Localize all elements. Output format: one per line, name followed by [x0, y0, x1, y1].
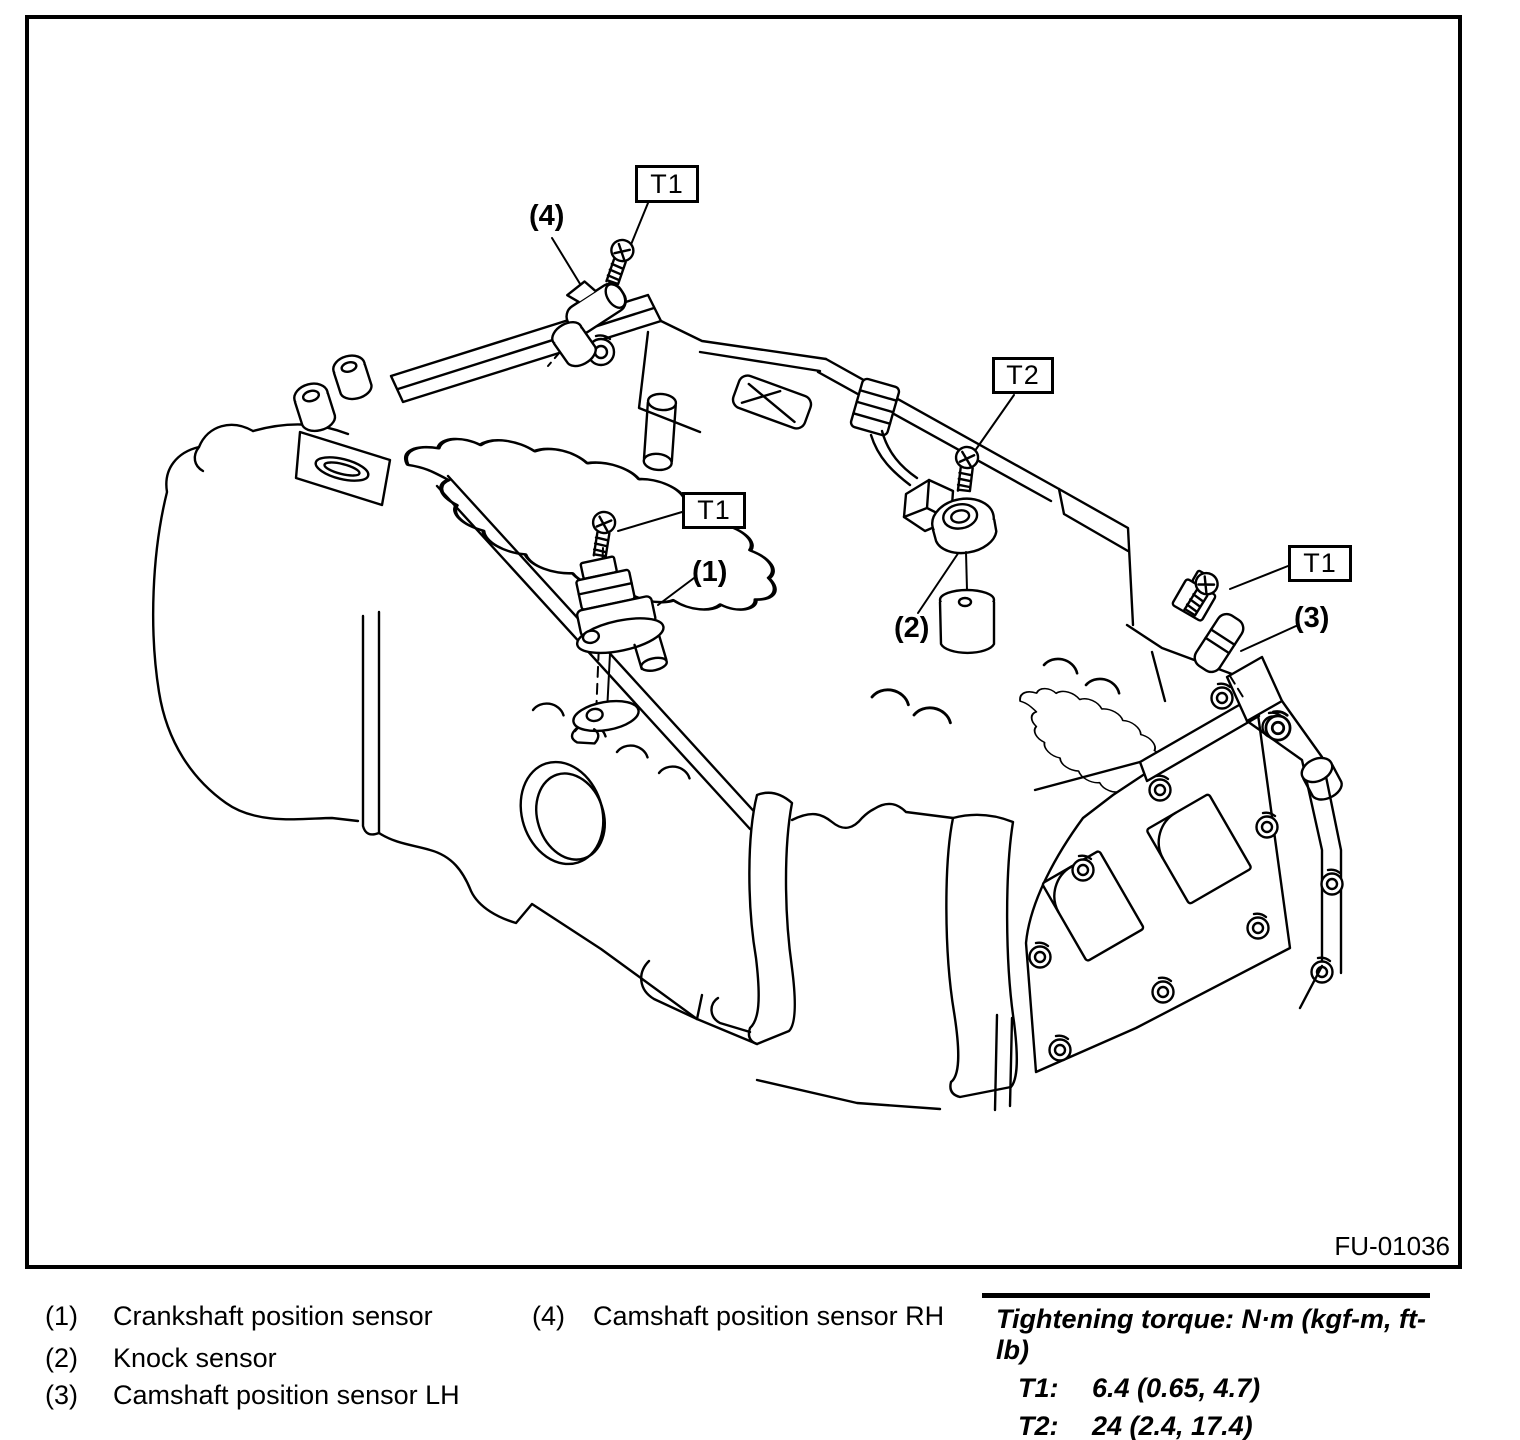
- legend-label: Camshaft position sensor RH: [593, 1301, 945, 1331]
- torque-label-text: T2: [1006, 360, 1040, 390]
- engine-line-drawing: [25, 15, 1462, 1269]
- legend-num: (1): [45, 1301, 78, 1331]
- torque-label-text: T1: [697, 495, 731, 525]
- torque-table-title: Tightening torque: N·m (kgf-m, ft-lb): [996, 1304, 1426, 1365]
- torque-row-value: 24 (2.4, 17.4): [1092, 1411, 1253, 1440]
- torque-label-box-t1-right: [1288, 545, 1352, 582]
- torque-row-t2: [996, 1411, 1430, 1440]
- legend-item-2: [45, 1343, 277, 1374]
- legend-label: Camshaft position sensor LH: [113, 1380, 460, 1410]
- figure-code: FU-01036: [1334, 1231, 1450, 1261]
- legend-label: Knock sensor: [113, 1343, 277, 1373]
- legend-item-4: [532, 1301, 944, 1332]
- torque-row-value: 6.4 (0.65, 4.7): [1092, 1373, 1261, 1403]
- torque-label-box-t1-mid: [682, 492, 746, 529]
- torque-label-box-t2: [992, 357, 1054, 394]
- legend-num: (3): [45, 1380, 78, 1410]
- legend-label: Crankshaft position sensor: [113, 1301, 433, 1331]
- bolt-t1-top: [604, 238, 636, 286]
- callout-1: (1): [692, 556, 728, 588]
- legend-num: (4): [532, 1301, 565, 1331]
- torque-row-label: T2:: [1018, 1411, 1059, 1440]
- torque-row-label: T1:: [1018, 1373, 1059, 1403]
- torque-spec-table: [982, 1293, 1430, 1440]
- legend-item-3: [45, 1380, 460, 1411]
- callout-4: (4): [529, 200, 565, 232]
- callout-2: (2): [894, 612, 930, 644]
- torque-label-text: T1: [650, 168, 684, 199]
- callout-3: (3): [1294, 602, 1330, 634]
- bolt-t2: [955, 447, 979, 492]
- torque-row-t1: [996, 1373, 1430, 1404]
- torque-label-box-t1-top: [635, 165, 699, 203]
- legend-num: (2): [45, 1343, 78, 1373]
- torque-label-text: T1: [1303, 548, 1337, 578]
- legend-item-1: [45, 1301, 433, 1332]
